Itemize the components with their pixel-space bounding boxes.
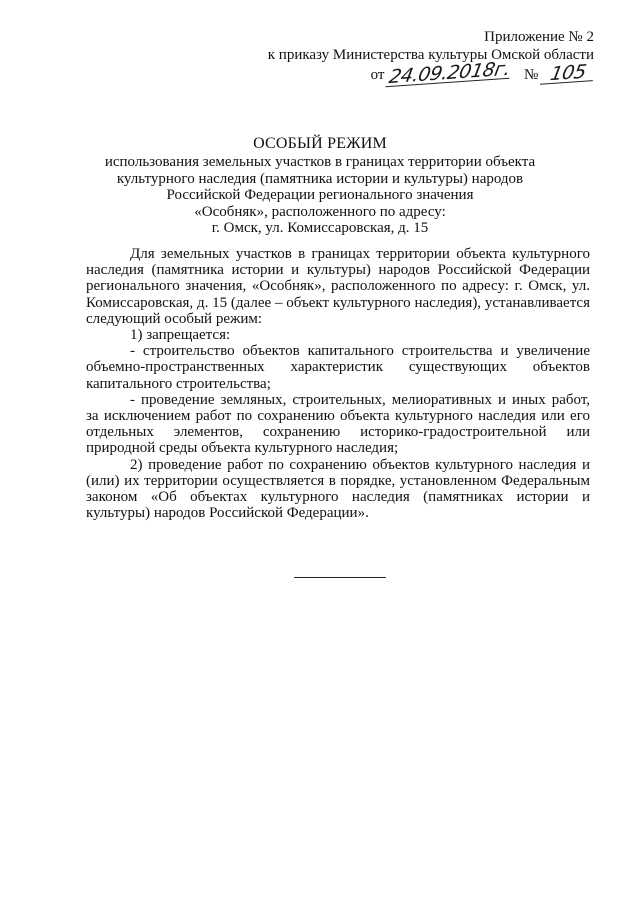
body-paragraph: - проведение земляных, строительных, мелиоративных и иных работ, за исключением работ по сохранению объекта культурного наследия или его отдельных элементов, сохранению историко-градостроительной или природной среды объекта культурного наследия; <box>86 391 590 457</box>
annex-header <box>267 28 594 89</box>
annex-order-reference: к приказу Министерства культуры Омской области <box>267 47 594 63</box>
title-line: г. Омск, ул. Комиссаровская, д. 15 <box>211 220 429 237</box>
body-paragraph: - строительство объектов капитального строительства и увеличение объемно-пространственных характеристик существующих объектов капитального строительства; <box>86 343 590 392</box>
annex-number: Приложение № 2 <box>484 29 594 45</box>
end-divider-line <box>294 577 386 578</box>
handwritten-date: 24.09.2018г. <box>387 57 512 89</box>
document-title <box>60 136 580 236</box>
title-line: культурного наследия (памятника истории и культуры) народов <box>116 170 524 187</box>
number-prefix: № <box>523 67 539 83</box>
body-paragraph: 2) проведение работ по сохранению объектов культурного наследия и (или) их территории осуществляется в порядке, установленном Федеральным законом «Об объектах культурного наследия (памятниках истории и культуры) народов Российской Федерации». <box>86 456 590 522</box>
date-prefix: от <box>370 67 385 83</box>
document-body <box>86 246 590 521</box>
body-paragraph: 1) запрещается: <box>130 327 231 344</box>
order-date-number-line <box>268 57 594 89</box>
title-line: Российской Федерации регионального значения <box>166 187 474 204</box>
title-line: «Особняк», расположенного по адресу: <box>194 203 446 220</box>
title-main: ОСОБЫЙ РЕЖИМ <box>253 135 387 152</box>
title-line: использования земельных участков в границах территории объекта <box>104 154 536 171</box>
body-paragraph: Для земельных участков в границах территории объекта культурного наследия (памятника истории и культуры) народов Российской Федерации регионального значения, «Особняк», расположенного по адресу: г. Омск, ул. Комиссаровская, д. 15 (далее – объект культурного наследия), устанавливается следующий особый режим: <box>86 246 590 327</box>
handwritten-number: 105 <box>540 62 596 85</box>
